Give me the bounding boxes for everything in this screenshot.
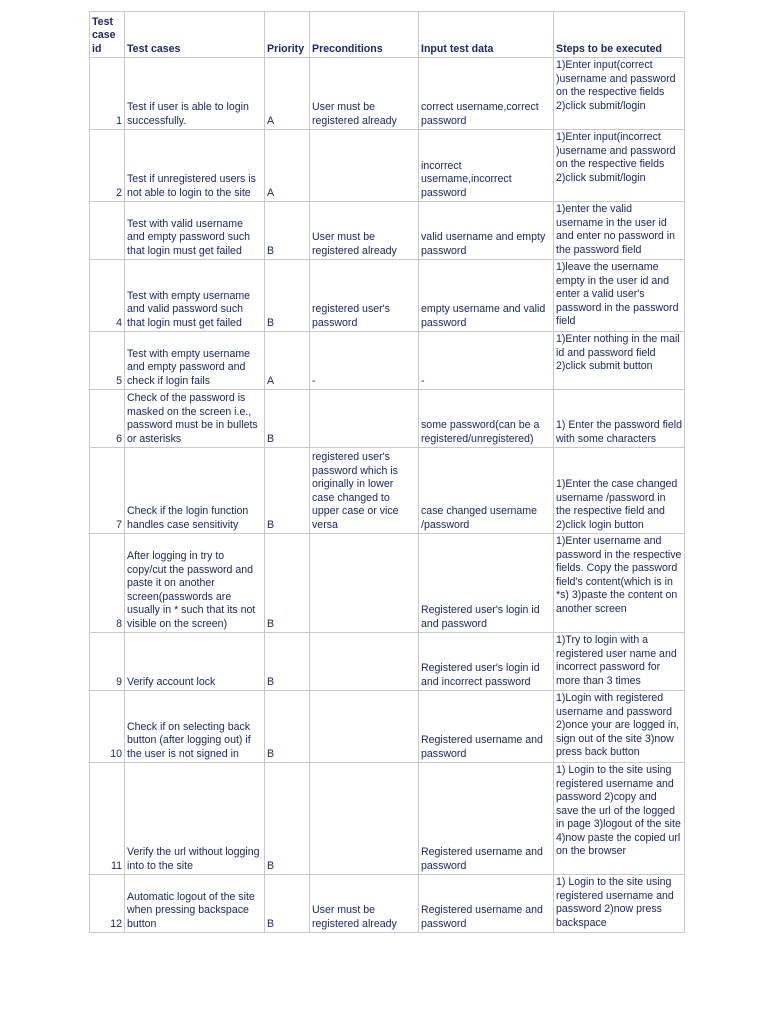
table-row: [90, 130, 685, 202]
test-case-input-data: Registered user's login id and password: [419, 534, 554, 633]
test-case-id: 6: [90, 390, 125, 448]
test-case-description: Test if user is able to login successfully.: [125, 58, 265, 130]
table-row: [90, 763, 685, 875]
test-case-steps: 1) Enter the password field with some characters: [554, 390, 685, 448]
test-case-input-data: valid username and empty password: [419, 202, 554, 260]
test-case-steps: 1)Enter nothing in the mail id and password field 2)click submit button: [554, 332, 685, 390]
header-input-test-data: Input test data: [419, 12, 554, 58]
table-row: [90, 691, 685, 763]
test-case-description: Test with empty username and valid password such that login must get failed: [125, 260, 265, 332]
table-row: [90, 875, 685, 933]
header-row: [90, 12, 685, 58]
test-case-priority: B: [265, 448, 310, 534]
test-case-priority: A: [265, 130, 310, 202]
test-case-id: 4: [90, 260, 125, 332]
table-row: [90, 633, 685, 691]
test-case-precondition: User must be registered already: [310, 875, 419, 933]
test-case-precondition: [310, 534, 419, 633]
test-case-description: Test with empty username and empty password and check if login fails: [125, 332, 265, 390]
table-row: [90, 202, 685, 260]
test-case-input-data: case changed username /password: [419, 448, 554, 534]
test-case-steps: 1)Try to login with a registered user name and incorrect password for more than 3 times: [554, 633, 685, 691]
test-case-precondition: [310, 390, 419, 448]
test-case-input-data: correct username,correct password: [419, 58, 554, 130]
test-case-precondition: -: [310, 332, 419, 390]
test-case-steps: 1)leave the username empty in the user id and enter a valid user's password in the password field: [554, 260, 685, 332]
test-case-description: Verify the url without logging into to the site: [125, 763, 265, 875]
test-case-precondition: [310, 691, 419, 763]
test-case-input-data: Registered username and password: [419, 763, 554, 875]
table-row: [90, 332, 685, 390]
test-case-precondition: User must be registered already: [310, 58, 419, 130]
header-preconditions: Preconditions: [310, 12, 419, 58]
test-case-steps: 1)Enter input(correct )username and password on the respective fields 2)click submit/login: [554, 58, 685, 130]
test-case-input-data: empty username and valid password: [419, 260, 554, 332]
test-case-precondition: [310, 763, 419, 875]
test-case-steps: 1)Login with registered username and password 2)once your are logged in, sign out of the site 3)now press back button: [554, 691, 685, 763]
test-case-description: Check of the password is masked on the screen i.e., password must be in bullets or asterisks: [125, 390, 265, 448]
test-case-description: Check if on selecting back button (after logging out) if the user is not signed in: [125, 691, 265, 763]
test-case-priority: B: [265, 875, 310, 933]
test-case-input-data: Registered user's login id and incorrect password: [419, 633, 554, 691]
test-case-description: Check if the login function handles case sensitivity: [125, 448, 265, 534]
test-case-input-data: some password(can be a registered/unregistered): [419, 390, 554, 448]
table-row: [90, 58, 685, 130]
test-case-priority: A: [265, 58, 310, 130]
test-case-input-data: Registered username and password: [419, 875, 554, 933]
test-case-id: 8: [90, 534, 125, 633]
test-case-priority: B: [265, 390, 310, 448]
test-case-table: [89, 11, 685, 933]
table-row: [90, 448, 685, 534]
table-row: [90, 390, 685, 448]
test-case-description: After logging in try to copy/cut the password and paste it on another screen(passwords are usually in * such that its not visible on the screen): [125, 534, 265, 633]
header-test-case-id: Test case id: [90, 12, 125, 58]
test-case-id: 7: [90, 448, 125, 534]
test-case-id: 5: [90, 332, 125, 390]
test-case-id: 12: [90, 875, 125, 933]
header-test-cases: Test cases: [125, 12, 265, 58]
test-case-id: 2: [90, 130, 125, 202]
test-case-id: 9: [90, 633, 125, 691]
test-case-precondition: [310, 130, 419, 202]
test-case-input-data: -: [419, 332, 554, 390]
table-row: [90, 534, 685, 633]
test-case-priority: B: [265, 691, 310, 763]
test-case-precondition: User must be registered already: [310, 202, 419, 260]
test-case-id: 1: [90, 58, 125, 130]
test-case-precondition: [310, 633, 419, 691]
test-case-id: [90, 202, 125, 260]
test-case-steps: 1)enter the valid username in the user id and enter no password in the password field: [554, 202, 685, 260]
test-case-priority: B: [265, 633, 310, 691]
test-case-steps: 1)Enter input(incorrect )username and password on the respective fields 2)click submit/login: [554, 130, 685, 202]
test-case-priority: B: [265, 260, 310, 332]
test-case-precondition: registered user's password which is originally in lower case changed to upper case or vice versa: [310, 448, 419, 534]
test-case-steps: 1) Login to the site using registered username and password 2)now press backspace: [554, 875, 685, 933]
test-case-steps: 1)Enter username and password in the respective fields. Copy the password field's content(which is in *s) 3)paste the content on another screen: [554, 534, 685, 633]
test-case-input-data: incorrect username,incorrect password: [419, 130, 554, 202]
test-case-description: Test if unregistered users is not able to login to the site: [125, 130, 265, 202]
header-priority: Priority: [265, 12, 310, 58]
test-case-input-data: Registered username and password: [419, 691, 554, 763]
table-row: [90, 260, 685, 332]
test-case-priority: B: [265, 202, 310, 260]
test-case-priority: B: [265, 763, 310, 875]
test-case-priority: B: [265, 534, 310, 633]
test-case-steps: 1) Login to the site using registered username and password 2)copy and save the url of the logged in page 3)logout of the site 4)now paste the copied url on the browser: [554, 763, 685, 875]
test-case-id: 10: [90, 691, 125, 763]
test-case-id: 11: [90, 763, 125, 875]
test-case-priority: A: [265, 332, 310, 390]
test-case-precondition: registered user's password: [310, 260, 419, 332]
test-case-steps: 1)Enter the case changed username /password in the respective field and 2)click login button: [554, 448, 685, 534]
test-case-description: Automatic logout of the site when pressing backspace button: [125, 875, 265, 933]
header-steps-to-be-executed: Steps to be executed: [554, 12, 685, 58]
test-case-description: Verify account lock: [125, 633, 265, 691]
test-case-description: Test with valid username and empty password such that login must get failed: [125, 202, 265, 260]
